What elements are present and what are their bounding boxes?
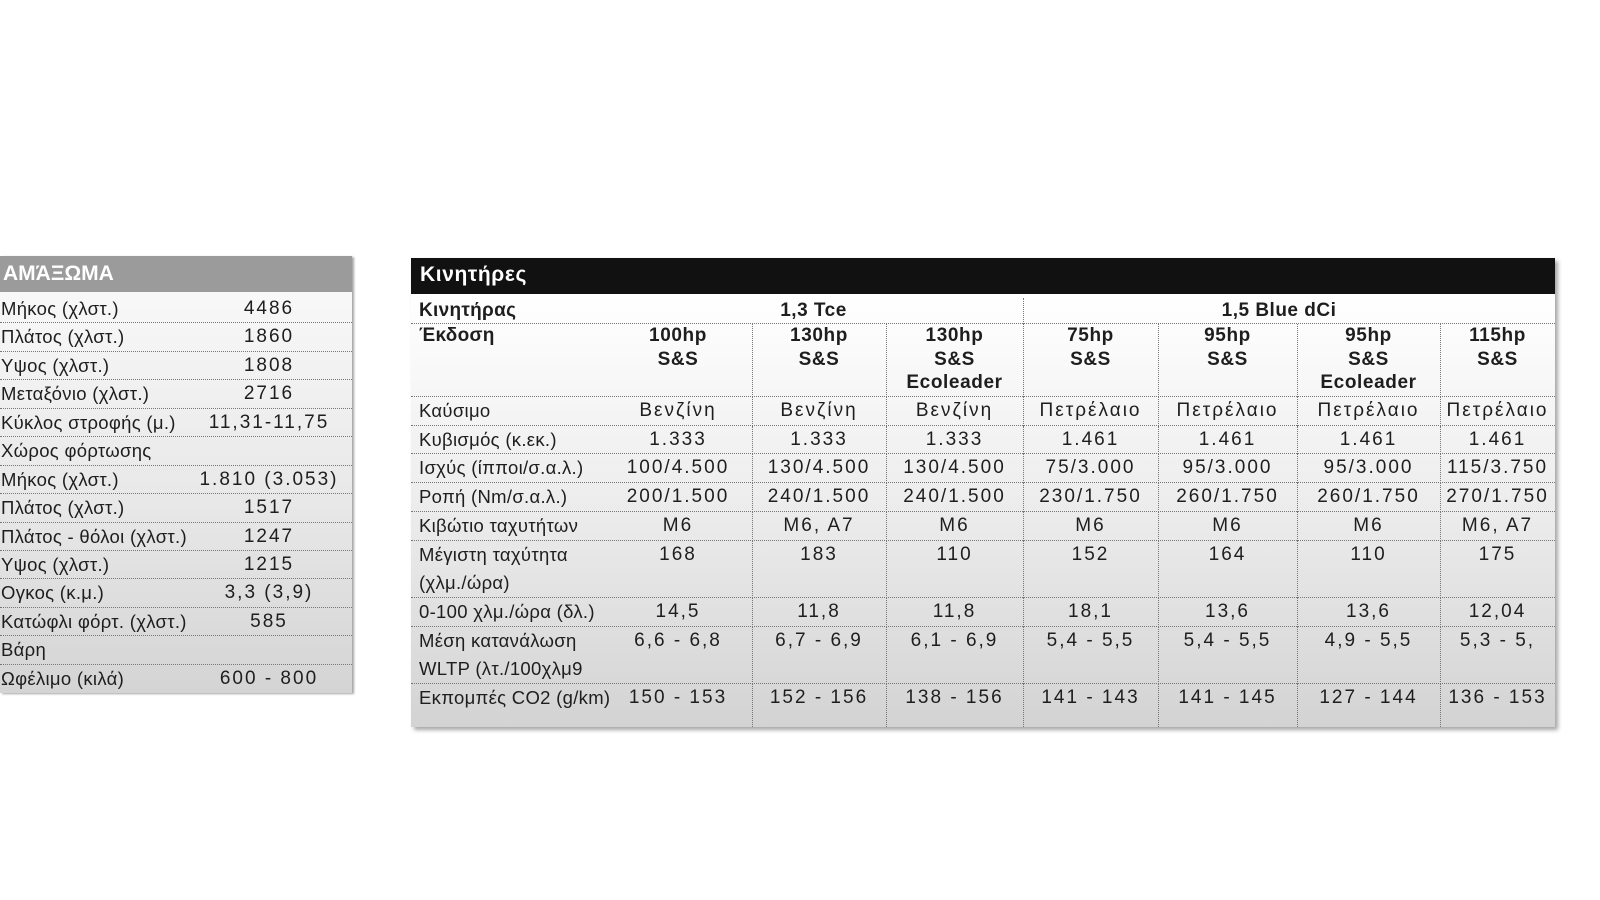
engines-row-value: 6,1 - 6,9: [886, 627, 1023, 684]
engines-row-value: 6,7 - 6,9: [752, 627, 886, 684]
bodywork-row: [0, 409, 352, 437]
engines-row-value: 18,1: [1023, 598, 1158, 627]
engines-row-value: 168: [659, 543, 697, 565]
engines-row: [411, 627, 1555, 684]
engines-row-value: M6: [662, 514, 694, 536]
engines-row-value: 115/3.750: [1440, 454, 1555, 483]
engines-row: [411, 483, 1555, 512]
engines-row-value: M6: [1158, 512, 1297, 541]
engines-table-body: [411, 294, 1555, 727]
bodywork-row-value: 1.810 (3.053): [199, 468, 339, 490]
version-line: S&S: [657, 348, 699, 370]
bodywork-row: [0, 437, 352, 465]
engines-row-value: 13,6: [1158, 598, 1297, 627]
engines-row-label: Κυβισμός (κ.εκ.): [419, 428, 557, 450]
version-line: S&S: [1207, 348, 1248, 370]
engines-row-value: 5,4 - 5,5: [1158, 627, 1297, 684]
version-cell: [1023, 324, 1158, 397]
engines-row-label-line: Μέγιστη ταχύτητα: [419, 543, 568, 565]
engines-row-value: 75/3.000: [1023, 454, 1158, 483]
engines-row-value: 152 - 156: [752, 684, 886, 727]
engines-row-value: 6,6 - 6,8: [634, 629, 722, 651]
version-row-label: Έκδοση: [419, 325, 495, 346]
engines-row-label-line: (χλμ./ώρα): [419, 572, 510, 594]
engines-spec-table: [411, 258, 1555, 727]
bodywork-row-label: Πλάτος (χλστ.): [1, 326, 125, 348]
bodywork-row-value: 2716: [243, 383, 295, 405]
version-cell: [752, 324, 886, 397]
engines-row-value: 175: [1440, 541, 1555, 598]
version-line: 130hp: [925, 325, 984, 346]
engines-row-value: 183: [752, 541, 886, 598]
bodywork-row-value: 1860: [243, 326, 295, 348]
engines-row-value: Πετρέλαιο: [1158, 397, 1297, 426]
version-line: 75hp: [1067, 325, 1114, 346]
bodywork-row: [0, 323, 352, 351]
engines-row-label-line: Μέση κατανάλωση: [419, 629, 577, 651]
bodywork-row-label: Υψος (χλστ.): [1, 553, 110, 575]
bodywork-row: [0, 579, 352, 607]
engines-row-value: 260/1.750: [1297, 483, 1440, 512]
engines-row-value: 95/3.000: [1158, 454, 1297, 483]
bodywork-row-label: Μήκος (χλστ.): [1, 298, 119, 319]
engines-row-value: 230/1.750: [1023, 483, 1158, 512]
engines-row-value: Βενζίνη: [752, 397, 886, 426]
version-line: 95hp: [1345, 325, 1392, 346]
version-line: 100hp: [649, 325, 707, 346]
engines-row-label: Ισχύς (ίπποι/σ.α.λ.): [419, 457, 584, 479]
bodywork-row-label: Μήκος (χλστ.): [1, 468, 119, 490]
bodywork-row: [0, 608, 352, 636]
engines-row-value: 1.461: [1158, 426, 1297, 455]
engines-row: [411, 598, 1555, 627]
bodywork-row-value: 3,3 (3,9): [224, 582, 314, 604]
engines-row: [411, 684, 1555, 727]
bodywork-row-label: Κατώφλι φόρτ. (χλστ.): [1, 610, 187, 632]
bodywork-row: [0, 466, 352, 494]
version-cell: [604, 324, 752, 397]
engines-row-value: 240/1.500: [886, 483, 1023, 512]
engines-row-label: Εκπομπές CO2 (g/km): [419, 687, 611, 709]
engines-row-value: 1.333: [886, 426, 1023, 455]
version-line: Ecoleader: [1320, 372, 1417, 393]
bodywork-row-label: Ωφέλιμο (κιλά): [1, 667, 125, 689]
engines-row-value: 95/3.000: [1297, 454, 1440, 483]
engines-row-value: 1.461: [1440, 426, 1555, 455]
engines-row: [411, 454, 1555, 483]
engines-row-value: M6: [886, 512, 1023, 541]
engines-row-value: 136 - 153: [1440, 684, 1555, 727]
version-cell: [1297, 324, 1440, 397]
bodywork-row-value: 4486: [243, 298, 295, 319]
engines-row-value: 141 - 145: [1158, 684, 1297, 727]
engines-row-value: 138 - 156: [886, 684, 1023, 727]
engine-type-row-label: Κινητήρας: [419, 300, 517, 321]
version-line: S&S: [934, 348, 975, 370]
engines-row-value: Βενζίνη: [886, 397, 1023, 426]
engines-row-label: Ροπή (Nm/σ.α.λ.): [419, 486, 568, 508]
bodywork-row-value: 1247: [243, 525, 295, 547]
engines-row-value: 1.333: [752, 426, 886, 455]
version-cell: [1440, 324, 1555, 397]
bodywork-row: [0, 636, 352, 664]
bodywork-row-label: Υψος (χλστ.): [1, 354, 110, 376]
engines-row-value: Βενζίνη: [639, 400, 717, 421]
bodywork-row-label: Μεταξόνιο (χλστ.): [1, 383, 150, 405]
engines-row-value: 150 - 153: [628, 687, 728, 709]
version-line: 130hp: [790, 325, 848, 346]
engines-row-value: M6: [1023, 512, 1158, 541]
engines-row-value: M6: [1297, 512, 1440, 541]
engines-row-value: Πετρέλαιο: [1023, 397, 1158, 426]
bodywork-row-label: Χώρος φόρτωσης: [1, 440, 152, 462]
version-line: S&S: [1070, 348, 1111, 370]
bodywork-row-value: 1215: [243, 553, 295, 575]
version-line: S&S: [1477, 348, 1518, 370]
bodywork-row-value: 1517: [243, 497, 295, 519]
engines-row-value: Πετρέλαιο: [1297, 397, 1440, 426]
bodywork-row: [0, 380, 352, 408]
engines-row-value: 130/4.500: [886, 454, 1023, 483]
engines-row-label: [411, 627, 604, 684]
engines-row-value: 5,3 - 5,: [1440, 627, 1555, 684]
engines-row-value: M6, A7: [1440, 512, 1555, 541]
bodywork-row-label: Βάρη: [1, 639, 47, 661]
engines-row-value: 164: [1158, 541, 1297, 598]
version-line: S&S: [798, 348, 840, 370]
engines-row: [411, 541, 1555, 598]
engines-row-value: 127 - 144: [1297, 684, 1440, 727]
engines-row-value: 130/4.500: [752, 454, 886, 483]
bodywork-spec-table: [0, 256, 352, 693]
engines-row-value: 141 - 143: [1023, 684, 1158, 727]
engines-row-label-line: WLTP (λτ./100χλμ9: [419, 658, 583, 680]
bodywork-row-value: [186, 636, 352, 664]
bodywork-row: [0, 551, 352, 579]
version-line: Ecoleader: [906, 372, 1003, 393]
version-line: 95hp: [1204, 325, 1251, 346]
bodywork-row: [0, 295, 352, 323]
engines-row-value: 1.461: [1023, 426, 1158, 455]
engines-row-value: 100/4.500: [626, 457, 730, 479]
engines-row-value: 4,9 - 5,5: [1297, 627, 1440, 684]
engines-row-value: 200/1.500: [626, 486, 730, 508]
bodywork-row-value: 11,31-11,75: [208, 411, 330, 433]
engines-row-value: 11,8: [886, 598, 1023, 627]
bodywork-row-value: [186, 437, 352, 465]
version-cell: [886, 324, 1023, 397]
engines-row-value: 110: [1297, 541, 1440, 598]
version-cell: [1158, 324, 1297, 397]
engines-row-value: 12,04: [1440, 598, 1555, 627]
bodywork-row-label: Πλάτος - θόλοι (χλστ.): [1, 525, 187, 547]
engines-row-value: 1.333: [649, 428, 707, 450]
engines-row-value: 14,5: [655, 600, 701, 622]
bodywork-row-value: 1808: [243, 354, 295, 376]
engines-row-value: Πετρέλαιο: [1440, 397, 1555, 426]
engines-row: [411, 397, 1555, 426]
engines-row-value: 13,6: [1297, 598, 1440, 627]
bodywork-table-body: [0, 292, 352, 693]
bodywork-table-title: ΑΜΆΞΩΜΑ: [0, 256, 352, 292]
engines-row-value: 1.461: [1297, 426, 1440, 455]
bodywork-row-value: 600 - 800: [219, 667, 319, 689]
engines-row-value: 152: [1023, 541, 1158, 598]
version-line: 115hp: [1469, 325, 1526, 346]
engines-row-label: Καύσιμο: [419, 400, 491, 421]
engines-row-value: M6, A7: [752, 512, 886, 541]
engines-row-label: Κιβώτιο ταχυτήτων: [419, 514, 579, 536]
engines-table-title: Κινητήρες: [411, 258, 1555, 294]
bodywork-row: [0, 352, 352, 380]
engine-group-label: 1,3 Tce: [780, 300, 847, 321]
bodywork-row-value: 585: [250, 610, 288, 632]
engines-row: [411, 512, 1555, 541]
version-row: [411, 324, 1555, 397]
version-line: S&S: [1348, 348, 1389, 370]
engines-row-label: [411, 541, 604, 598]
engine-group-label: 1,5 Blue dCi: [1023, 298, 1555, 324]
bodywork-row: [0, 523, 352, 551]
engines-row-value: 240/1.500: [752, 483, 886, 512]
engines-row-label: 0-100 χλμ./ώρα (δλ.): [419, 600, 595, 622]
engines-row: [411, 426, 1555, 455]
engines-row-value: 11,8: [752, 598, 886, 627]
bodywork-row: [0, 494, 352, 522]
bodywork-row-label: Πλάτος (χλστ.): [1, 497, 125, 519]
bodywork-row-label: Κύκλος στροφής (μ.): [1, 411, 176, 433]
engines-row-value: 260/1.750: [1158, 483, 1297, 512]
engine-type-row: [411, 294, 1555, 324]
engines-row-value: 5,4 - 5,5: [1023, 627, 1158, 684]
engines-row-value: 270/1.750: [1440, 483, 1555, 512]
engines-row-value: 110: [886, 541, 1023, 598]
bodywork-row: [0, 665, 352, 693]
bodywork-row-label: Ογκος (κ.μ.): [1, 582, 105, 604]
